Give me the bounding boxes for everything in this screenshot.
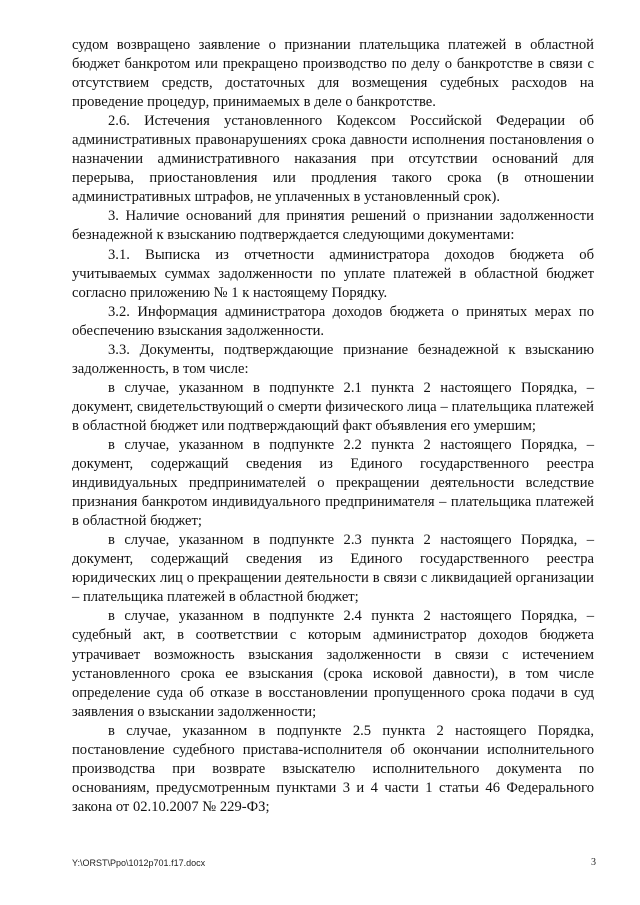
paragraph-2-6: 2.6. Истечения установленного Кодексом Российской Федерации об административных правонарушениях срока давности исполнения постановления о назначении административного наказания при отсутствии оснований для перерыва, приостановления или продления такого срока (в отношении административных штрафов, не уплаченных в установленный срок). — [72, 113, 594, 206]
footer-file-path: Y:\ORST\Ppo\1012p701.f17.docx — [72, 858, 206, 868]
paragraph-3-2: 3.2. Информация администратора доходов бюджета о принятых мерах по обеспечению взыскания задолженности. — [72, 303, 594, 339]
paragraph-case-2-4: в случае, указанном в подпункте 2.4 пункта 2 настоящего Порядка, – судебный акт, в соответствии с которым администратор доходов бюджета утрачивает возможность взыскания задолженности в связи с истечением установленного срока ее взыскания (срока исковой давности), в том числе определение суда об отказе в восстановлении пропущенного срока подачи в суд заявления о взыскании задолженности; — [72, 608, 594, 720]
document-body — [72, 36, 594, 817]
paragraph-bankruptcy-return: судом возвращено заявление о признании плательщика платежей в областной бюджет банкротом или прекращено производство по делу о банкротстве в связи с отсутствием средств, достаточных для возмещения судебных расходов на проведение процедур, принимаемых в деле о банкротстве. — [72, 37, 594, 111]
paragraph-3-3: 3.3. Документы, подтверждающие признание безнадежной к взысканию задолженность, в том числе: — [72, 341, 594, 377]
paragraph-3-1: 3.1. Выписка из отчетности администратора доходов бюджета об учитываемых суммах задолженности по уплате платежей в областной бюджет согласно приложению № 1 к настоящему Порядку. — [72, 246, 594, 301]
paragraph-3: 3. Наличие оснований для принятия решений о признании задолженности безнадежной к взысканию подтверждается следующими документами: — [72, 208, 594, 244]
paragraph-case-2-5: в случае, указанном в подпункте 2.5 пункта 2 настоящего Порядка, постановление судебного пристава-исполнителя об окончании исполнительного производства при возврате взыскателю исполнительного документа по основаниям, предусмотренным пунктами 3 и 4 части 1 статьи 46 Федерального закона от 02.10.2007 № 229-ФЗ; — [72, 722, 594, 815]
paragraph-case-2-2: в случае, указанном в подпункте 2.2 пункта 2 настоящего Порядка, – документ, содержащий сведения из Единого государственного реестра индивидуальных предпринимателей о прекращении деятельности вследствие признания банкротом индивидуального предпринимателя – плательщика платежей в областной бюджет; — [72, 436, 594, 530]
paragraph-case-2-1: в случае, указанном в подпункте 2.1 пункта 2 настоящего Порядка, – документ, свидетельствующий о смерти физического лица – плательщика платежей в областной бюджет или подтверждающий факт объявления его умершим; — [72, 379, 594, 434]
paragraph-case-2-3: в случае, указанном в подпункте 2.3 пункта 2 настоящего Порядка, – документ, содержащий сведения из Единого государственного реестра юридических лиц о прекращении деятельности в связи с ликвидацией организации – плательщика платежей в областной бюджет; — [72, 532, 594, 606]
footer-page-number: 3 — [591, 857, 596, 868]
